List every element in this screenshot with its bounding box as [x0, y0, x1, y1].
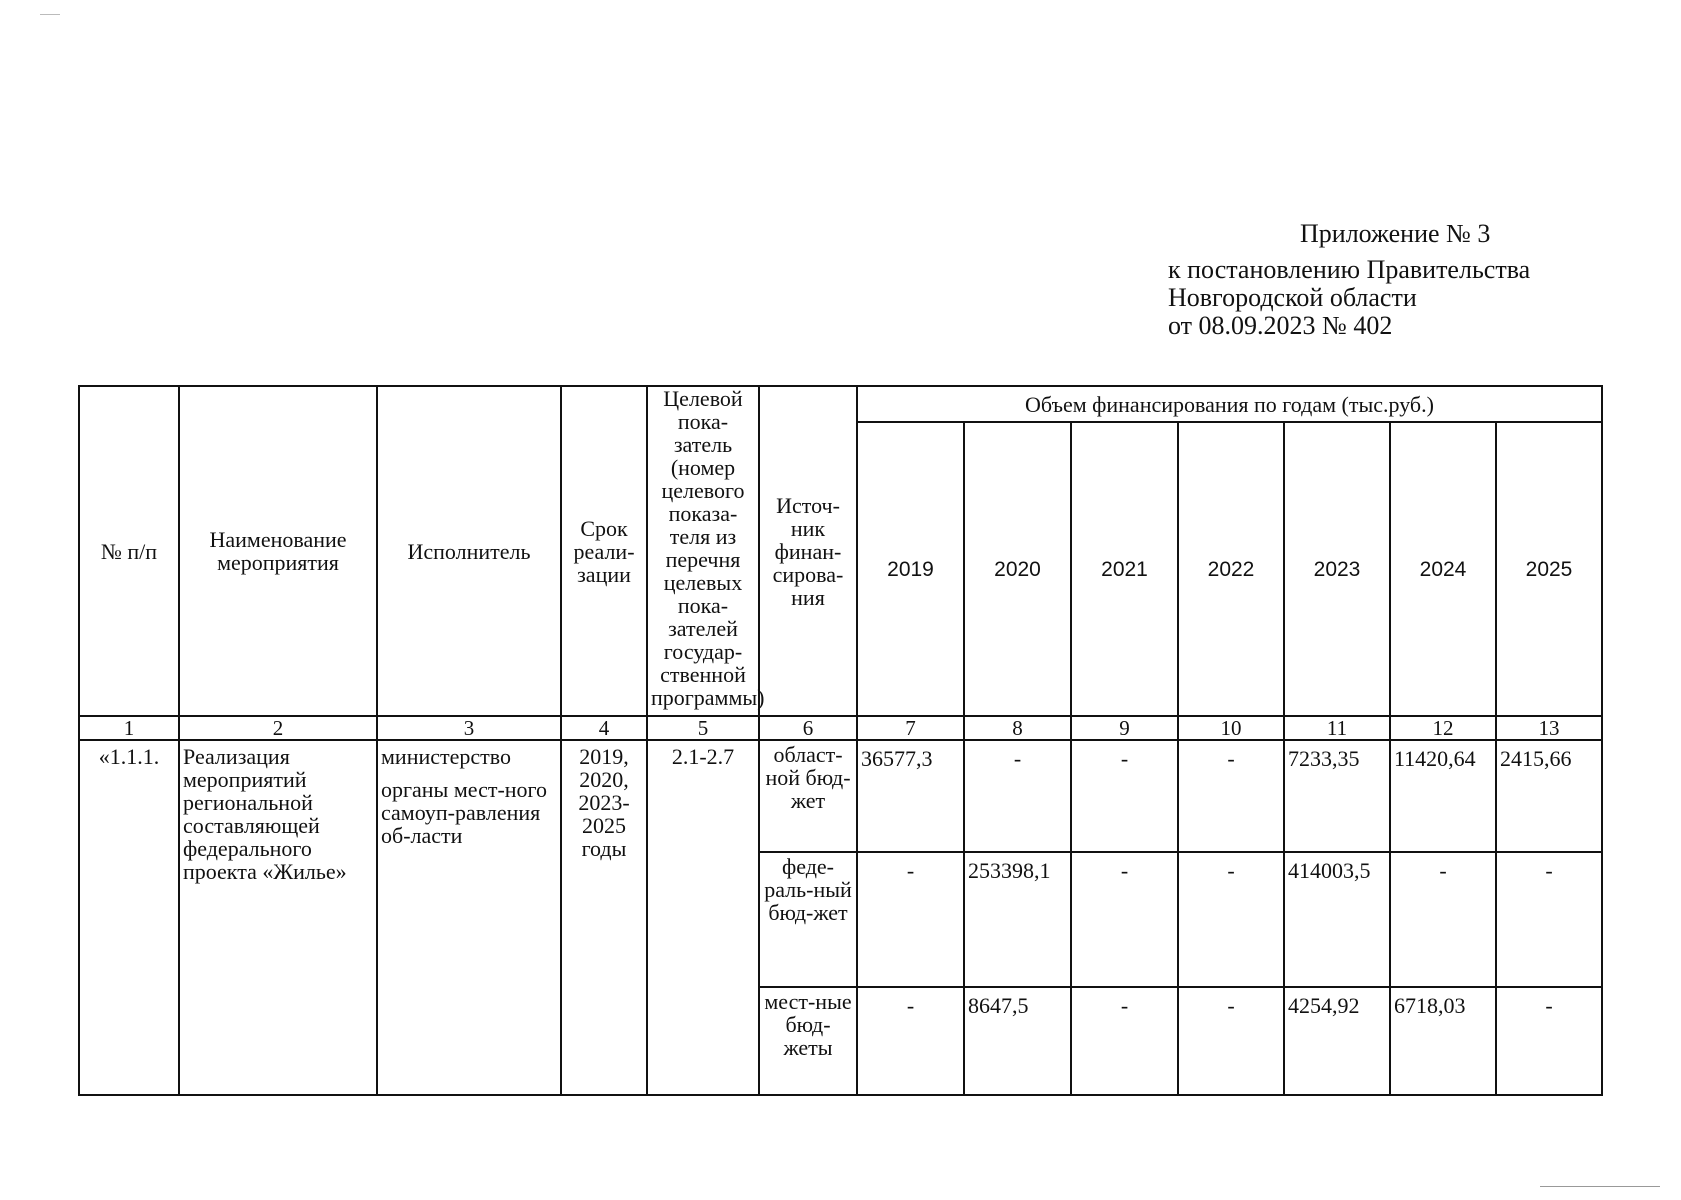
header-period: Срок реали-зации — [561, 386, 647, 716]
annex-line-3: от 08.09.2023 № 402 — [1168, 311, 1393, 340]
value-local-2025: - — [1496, 987, 1602, 1095]
funding-table — [78, 385, 1603, 1096]
value-federal-2021: - — [1071, 852, 1178, 987]
annex-header — [1168, 220, 1530, 340]
header-target: Целевой пока-затель (номер целевого показа-теля из перечня целевых пока-зателей государ-ственной программы) — [647, 386, 759, 716]
column-number: 4 — [561, 716, 647, 740]
column-number: 3 — [377, 716, 561, 740]
value-federal-2025: - — [1496, 852, 1602, 987]
value-regional-2021: - — [1071, 740, 1178, 852]
annex-line-2: Новгородской области — [1168, 283, 1417, 312]
header-year-2019: 2019 — [857, 422, 964, 716]
executor-local-government: органы мест-ного самоуп-равления об-ласти — [381, 777, 548, 848]
source-local-budgets: мест-ные бюд-жеты — [759, 987, 857, 1095]
column-number: 1 — [79, 716, 179, 740]
header-year-2020: 2020 — [964, 422, 1071, 716]
value-regional-2025: 2415,66 — [1496, 740, 1602, 852]
column-number: 11 — [1284, 716, 1390, 740]
column-number: 7 — [857, 716, 964, 740]
value-federal-2022: - — [1178, 852, 1284, 987]
header-funding: Объем финансирования по годам (тыс.руб.) — [857, 386, 1602, 422]
column-number: 10 — [1178, 716, 1284, 740]
value-federal-2023: 414003,5 — [1284, 852, 1390, 987]
header-year-2022: 2022 — [1178, 422, 1284, 716]
column-number: 8 — [964, 716, 1071, 740]
column-number: 2 — [179, 716, 377, 740]
column-number: 13 — [1496, 716, 1602, 740]
value-regional-2019: 36577,3 — [857, 740, 964, 852]
value-federal-2019: - — [857, 852, 964, 987]
scan-artifact-top — [40, 14, 60, 15]
value-local-2019: - — [857, 987, 964, 1095]
header-year-2023: 2023 — [1284, 422, 1390, 716]
table-row — [79, 740, 1602, 852]
executor-ministry: министерство — [381, 744, 512, 769]
source-regional-budget: област-ной бюд-жет — [759, 740, 857, 852]
value-local-2022: - — [1178, 987, 1284, 1095]
value-federal-2024: - — [1390, 852, 1496, 987]
header-executor: Исполнитель — [377, 386, 561, 716]
row-target-indicator: 2.1-2.7 — [647, 740, 759, 1095]
header-year-2021: 2021 — [1071, 422, 1178, 716]
header-num: № п/п — [79, 386, 179, 716]
column-number: 9 — [1071, 716, 1178, 740]
header-year-2024: 2024 — [1390, 422, 1496, 716]
source-federal-budget: феде-раль-ный бюд-жет — [759, 852, 857, 987]
header-source: Источ-ник финан-сирова-ния — [759, 386, 857, 716]
value-regional-2022: - — [1178, 740, 1284, 852]
row-period: 2019, 2020, 2023-2025 годы — [561, 740, 647, 1095]
scan-artifact-bottom — [1540, 1186, 1660, 1187]
value-regional-2023: 7233,35 — [1284, 740, 1390, 852]
value-local-2023: 4254,92 — [1284, 987, 1390, 1095]
header-name: Наименование мероприятия — [179, 386, 377, 716]
value-local-2021: - — [1071, 987, 1178, 1095]
row-number: «1.1.1. — [79, 740, 179, 1095]
value-regional-2024: 11420,64 — [1390, 740, 1496, 852]
row-activity-name: Реализация мероприятий региональной составляющей федерального проекта «Жилье» — [179, 740, 377, 1095]
value-regional-2020: - — [964, 740, 1071, 852]
column-number: 5 — [647, 716, 759, 740]
column-number-row — [79, 716, 1602, 740]
header-year-2025: 2025 — [1496, 422, 1602, 716]
value-local-2020: 8647,5 — [964, 987, 1071, 1095]
column-number: 6 — [759, 716, 857, 740]
value-federal-2020: 253398,1 — [964, 852, 1071, 987]
annex-title: Приложение № 3 — [1300, 219, 1491, 248]
annex-line-1: к постановлению Правительства — [1168, 255, 1531, 284]
column-number: 12 — [1390, 716, 1496, 740]
value-local-2024: 6718,03 — [1390, 987, 1496, 1095]
row-executor — [377, 740, 561, 1095]
